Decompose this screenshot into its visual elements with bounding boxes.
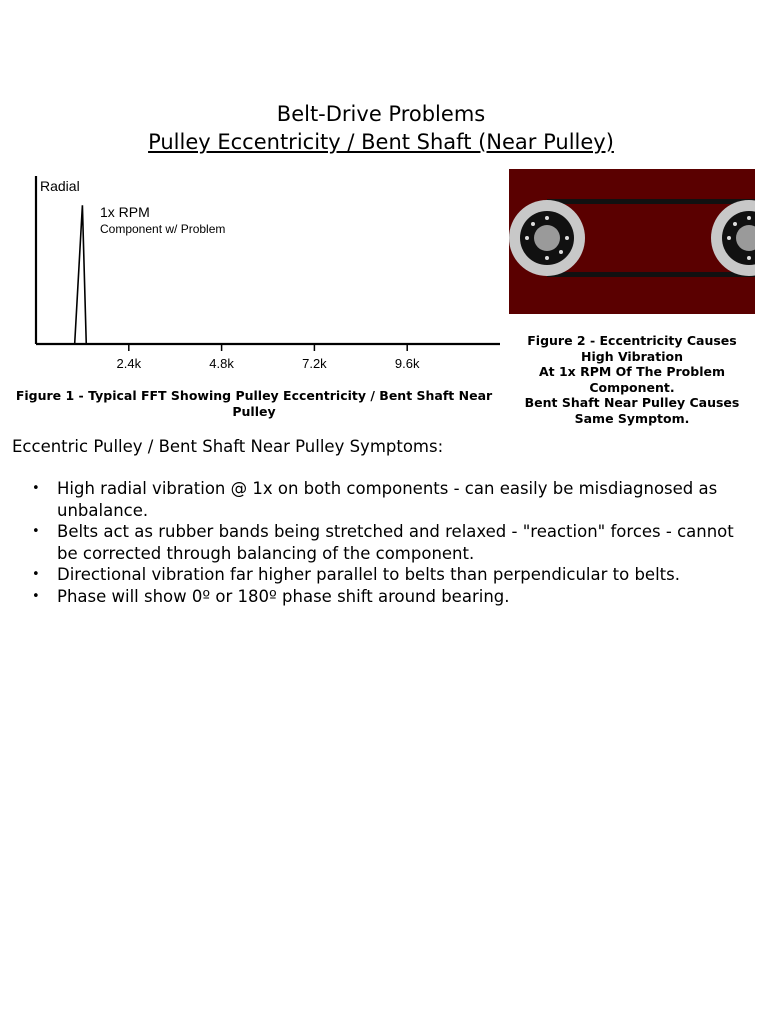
right-pulley-bolt (733, 222, 737, 226)
list-item (32, 564, 752, 586)
peak-label: 1x RPM (100, 204, 150, 220)
symptoms-list (32, 478, 752, 607)
list-item-text: • Belts act as rubber bands being stretched and relaxed - "reaction" forces - cannot be corrected through balancing of the component. (57, 522, 734, 563)
series-line (75, 205, 87, 344)
figure2-caption-line: At 1x RPM Of The Problem (538, 364, 725, 380)
list-item (32, 521, 752, 564)
left-pulley-bolt (545, 216, 549, 220)
figure2-caption-line: High Vibration (581, 348, 683, 364)
page-subtitle: Pulley Eccentricity / Bent Shaft (Near Pulley) (148, 130, 614, 154)
left-pulley-bolt (559, 250, 563, 254)
left-pulley-bolt (525, 236, 529, 240)
list-item-text: • Phase will show 0º or 180º phase shift around bearing. (57, 586, 510, 606)
symptoms-heading: Eccentric Pulley / Bent Shaft Near Pulley Symptoms: (12, 437, 444, 456)
x-tick-label: 4.8k (209, 356, 234, 371)
right-pulley-bolt (727, 236, 731, 240)
right-pulley-bolt (747, 256, 751, 260)
list-item (32, 478, 752, 521)
left-pulley-bolt (565, 236, 569, 240)
left-pulley-bolt (531, 222, 535, 226)
left-pulley (509, 200, 585, 276)
figure2-caption-line: Figure 2 - Eccentricity Causes (527, 333, 737, 348)
page-title: Belt-Drive Problems (276, 102, 486, 126)
list-item-text: • Directional vibration far higher parallel to belts than perpendicular to belts. (57, 565, 680, 584)
x-tick-label: 9.6k (394, 356, 420, 371)
fft-chart (30, 172, 505, 377)
title-block (0, 100, 762, 156)
figure2-caption-line: Component. (589, 379, 675, 395)
list-item (32, 586, 752, 608)
belt-pulley-figure (509, 169, 755, 314)
x-tick-label: 7.2k (302, 356, 327, 371)
x-tick-group (117, 344, 420, 371)
list-item-text: • High radial vibration @ 1x on both components - can easily be misdiagnosed as unbalance. (57, 479, 718, 520)
figure2-caption (509, 333, 755, 427)
left-pulley-hub (534, 225, 560, 251)
series-group (75, 205, 87, 344)
belt-bottom (547, 272, 755, 277)
x-tick-label: 2.4k (116, 356, 142, 371)
belt-top (547, 199, 755, 204)
figure2-caption-line: Bent Shaft Near Pulley Causes (524, 395, 740, 411)
peak-sublabel: Component w/ Problem (100, 222, 226, 236)
figure1-caption: Figure 1 - Typical FFT Showing Pulley Eccentricity / Bent Shaft Near Pulley (15, 388, 493, 419)
right-pulley-bolt (747, 216, 751, 220)
left-pulley-bolt (545, 256, 549, 260)
figure2-caption-line: Same Symptom. (574, 410, 690, 426)
y-axis-label: Radial (40, 178, 80, 194)
